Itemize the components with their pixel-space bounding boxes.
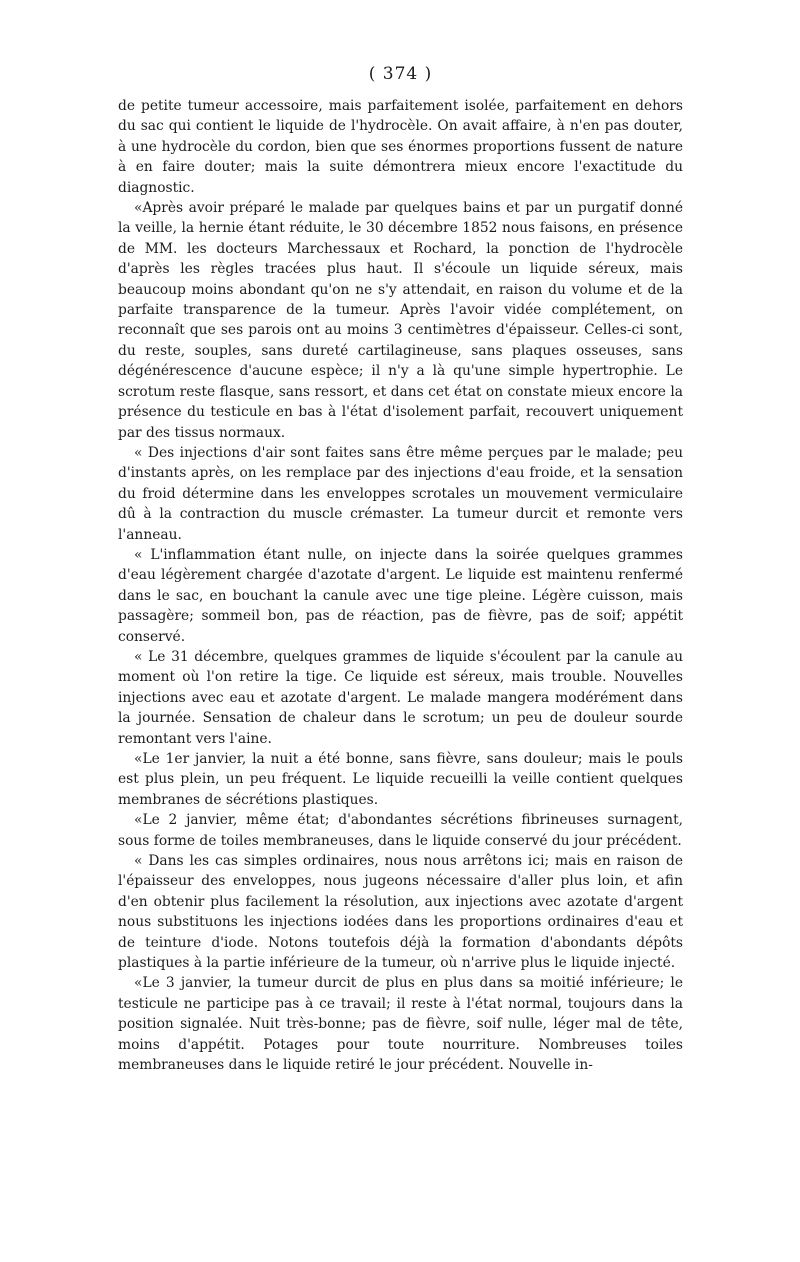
book-page [118, 62, 683, 1076]
paragraph: «Le 3 janvier, la tumeur durcit de plus en plus dans sa moitié inférieure; le testicule ne participe pas à ce travail; il reste à l'état normal, toujours dans la position signalée. Nuit très-bonne; pas de fièvre, soif nulle, léger mal de tête, moins d'appétit. Potages pour toute nourriture. Nombreuses toiles membraneuses dans le liquide retiré le jour précédent. Nouvelle in- [118, 975, 683, 1074]
paragraph: « Dans les cas simples ordinaires, nous nous arrêtons ici; mais en raison de l'épaisseur des enveloppes, nous jugeons nécessaire d'aller plus loin, et afin d'en obtenir plus facilement la résolution, aux injections avec azotate d'argent nous substituons les injections iodées dans les proportions ordinaires d'eau et de teinture d'iode. Notons toutefois déjà la formation d'abondants dépôts plastiques à la partie inférieure de la tumeur, où n'arrive plus le liquide injecté. [118, 853, 683, 972]
paragraph: «Après avoir préparé le malade par quelques bains et par un purgatif donné la veille, la hernie étant réduite, le 30 décembre 1852 nous faisons, en présence de MM. les docteurs Marchessaux et Rochard, la ponction de l'hydrocèle d'après les règles tracées plus haut. Il s'écoule un liquide séreux, mais beaucoup moins abondant qu'on ne s'y attendait, en raison du volume et de la parfaite transparence de la tumeur. Après l'avoir vidée complétement, on reconnaît que ses parois ont au moins 3 centimètres d'épaisseur. Celles-ci sont, du reste, souples, sans dureté cartilagineuse, sans plaques osseuses, sans dégénérescence d'aucune espèce; il n'y a là qu'une simple hypertrophie. Le scrotum reste flasque, sans ressort, et dans cet état on constate mieux encore la présence du testicule en bas à l'état d'isolement parfait, recouvert uniquement par des tissus normaux. [118, 200, 683, 441]
paragraph: de petite tumeur accessoire, mais parfaitement isolée, parfaitement en dehors du sac qui contient le liquide de l'hydrocèle. On avait affaire, à n'en pas douter, à une hydrocèle du cordon, bien que ses énormes proportions fussent de nature à en faire douter; mais la suite démontrera mieux encore l'exactitude du diagnostic. [118, 98, 683, 196]
body-text [118, 96, 683, 1076]
page-number: ( 374 ) [368, 64, 433, 84]
paragraph: « Le 31 décembre, quelques grammes de liquide s'écoulent par la canule au moment où l'on retire la tige. Ce liquide est séreux, mais trouble. Nouvelles injections avec eau et azotate d'argent. Le malade mangera modérément dans la journée. Sensation de chaleur dans le scrotum; un peu de douleur sourde remontant vers l'aine. [118, 648, 683, 747]
paragraph: « L'inflammation étant nulle, on injecte dans la soirée quelques grammes d'eau légèrement chargée d'azotate d'argent. Le liquide est maintenu renfermé dans le sac, en bouchant la canule avec une tige pleine. Légère cuisson, mais passagère; sommeil bon, pas de réaction, pas de fièvre, pas de soif; appétit conservé. [118, 546, 683, 645]
paragraph: «Le 2 janvier, même état; d'abondantes sécrétions fibrineuses surnagent, sous forme de toiles membraneuses, dans le liquide conservé du jour précédent. [118, 812, 683, 849]
paragraph: «Le 1er janvier, la nuit a été bonne, sans fièvre, sans douleur; mais le pouls est plus plein, un peu fréquent. Le liquide recueilli la veille contient quelques membranes de sécrétions plastiques. [118, 751, 683, 808]
paragraph: « Des injections d'air sont faites sans être même perçues par le malade; peu d'instants après, on les remplace par des injections d'eau froide, et la sensation du froid détermine dans les enveloppes scrotales un mouvement vermiculaire dû à la contraction du muscle crémaster. La tumeur durcit et remonte vers l'anneau. [118, 444, 683, 543]
